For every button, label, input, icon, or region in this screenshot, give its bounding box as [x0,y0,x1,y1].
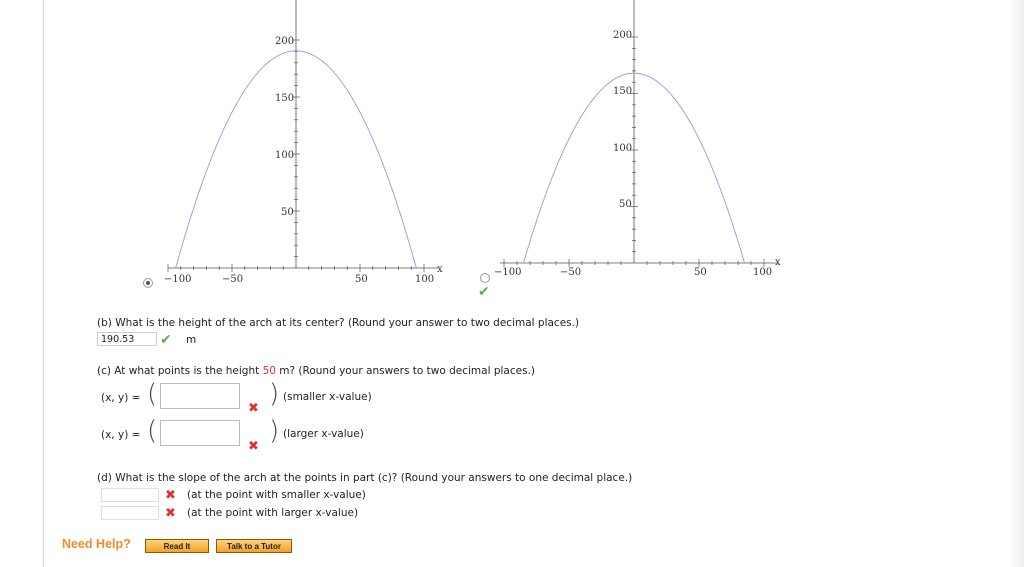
part-c-question-text: m? (Round your answers to two decimal places.) [275,365,535,377]
incorrect-x-icon: ✖ [248,439,259,454]
open-paren: ( [147,416,158,446]
x-tick-label: −100 [164,274,192,285]
larger-x-label: (larger x-value) [283,428,364,440]
incorrect-x-icon: ✖ [165,506,176,521]
slope-smaller-label: (at the point with smaller x-value) [187,489,366,501]
incorrect-x-icon: ✖ [248,401,259,416]
part-b-answer-field[interactable]: 190.53 [97,332,157,346]
part-b-question: (b) What is the height of the arch at its center? (Round your answer to two decimal places.) [97,317,580,329]
smaller-point-input[interactable] [160,383,240,409]
part-b-check-icon: ✔ [160,332,172,348]
read-it-button[interactable]: Read It [145,539,209,553]
x-tick-label: −50 [560,267,582,278]
need-help-title: Need Help? [62,537,131,551]
x-tick-label: −50 [222,274,244,285]
x-tick-label: 100 [415,274,435,285]
y-tick-label: 50 [281,207,294,218]
y-tick-label: 150 [275,93,295,104]
left-border [43,0,44,567]
y-tick-label: 200 [613,30,633,41]
graph-right [490,0,790,290]
part-d-question: (d) What is the slope of the arch at the points in part (c)? (Round your answers to one decimal place.) [97,472,633,484]
point-label-smaller: (x, y) = [101,392,141,404]
point-label-larger: (x, y) = [101,429,141,441]
part-c-question [97,365,535,377]
right-edge-shadow [1010,0,1024,567]
x-axis-label: x [437,264,443,275]
graph-left [150,0,450,290]
y-tick-label: 100 [275,150,295,161]
y-tick-label: 150 [613,86,633,97]
x-tick-label: −100 [494,267,522,278]
slope-larger-input[interactable] [101,506,159,520]
slope-smaller-input[interactable] [101,488,159,502]
part-b-unit: m [186,334,197,346]
smaller-x-label: (smaller x-value) [283,391,372,403]
x-axis-label: x [775,257,781,268]
close-paren: ) [269,379,280,409]
y-tick-label: 100 [613,143,633,154]
graph-right-radio[interactable] [480,273,490,283]
x-tick-label: 50 [694,267,707,278]
x-tick-label: 50 [355,274,368,285]
y-tick-label: 50 [619,199,632,210]
talk-to-tutor-button[interactable]: Talk to a Tutor [216,539,292,553]
part-c-question-text: (c) At what points is the height [97,365,263,377]
larger-point-input[interactable] [160,420,240,446]
slope-larger-label: (at the point with larger x-value) [187,507,359,519]
x-tick-label: 100 [753,267,773,278]
part-c-height-value: 50 [262,365,276,377]
correct-check-icon: ✔ [478,284,490,300]
open-paren: ( [147,379,158,409]
close-paren: ) [269,416,280,446]
incorrect-x-icon: ✖ [165,488,176,503]
y-tick-label: 200 [275,36,295,47]
